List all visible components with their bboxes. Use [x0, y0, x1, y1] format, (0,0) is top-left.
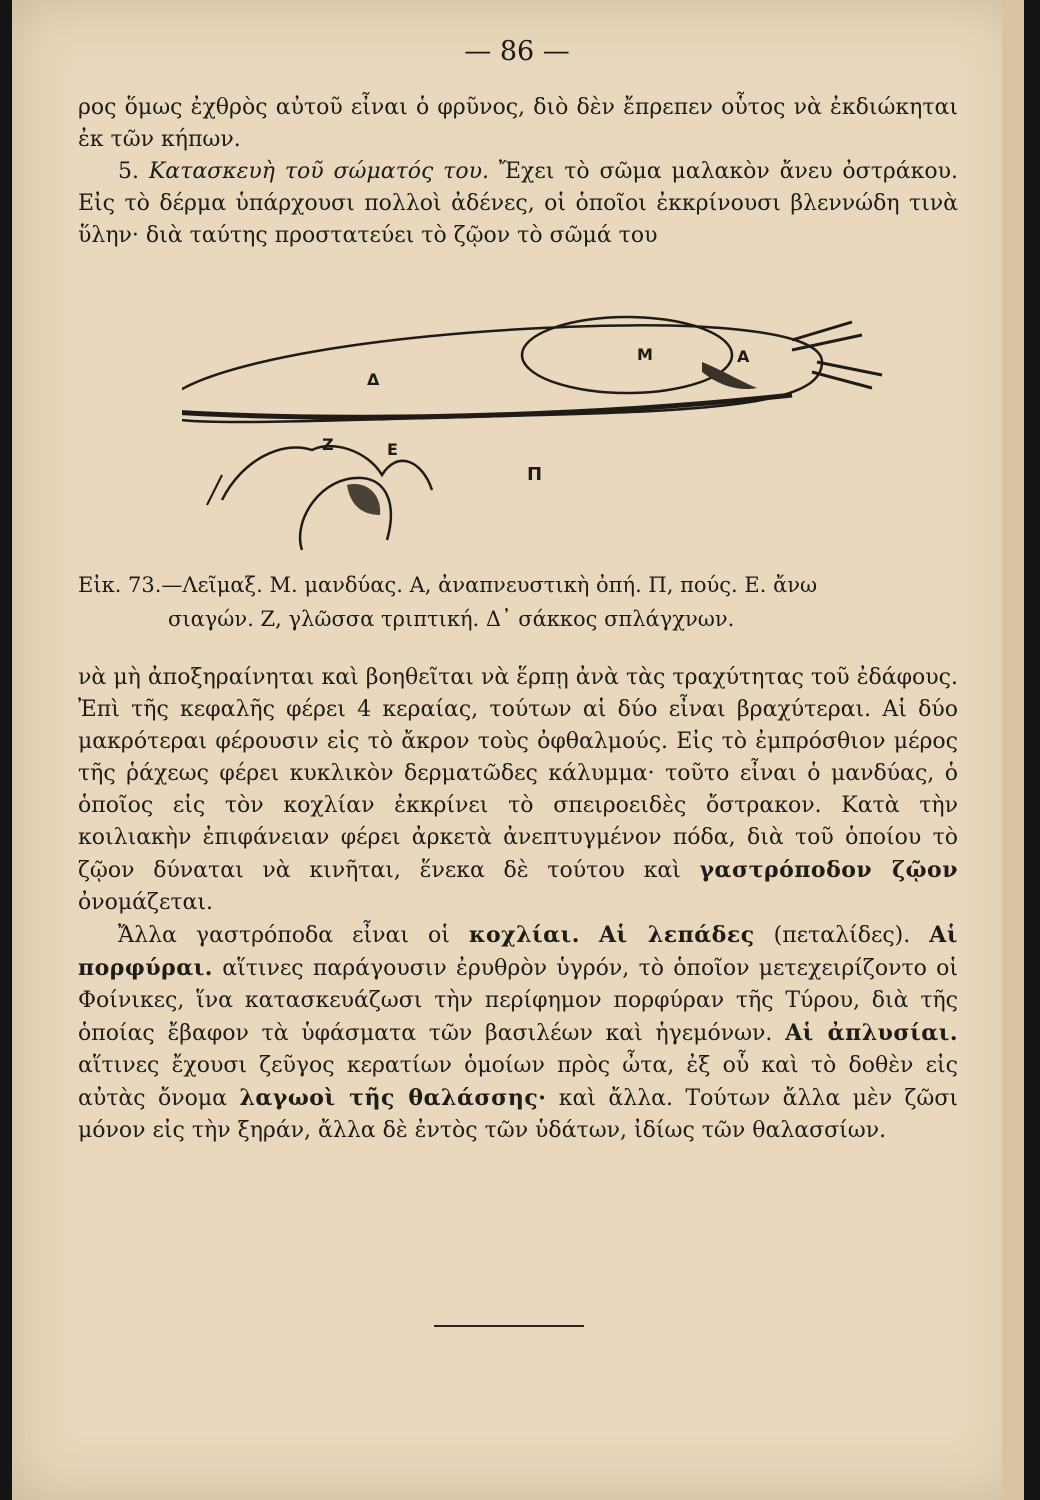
body-text-1-end: ὀνομάζεται. — [78, 890, 213, 915]
label-delta: Δ — [367, 370, 380, 389]
label-mu: Μ — [637, 345, 653, 364]
section-title: Κατασκευὴ τοῦ σώματός του. — [148, 159, 489, 184]
body-text-2h: αἵτινες ἔχουσι ζεῦγος κερατίων ὁμοίων πρὸς ὦτα, ἐξ οὗ καὶ τὸ δοθὲν εἰς αὐτὰς ὄνομα — [78, 1053, 958, 1111]
paragraph-other-gastropods — [78, 919, 958, 1147]
term-gastropod: γαστρόποδον ζῷον — [699, 857, 958, 883]
page-edge — [1002, 0, 1024, 1500]
caption-line-2: σιαγών. Ζ, γλῶσσα τριπτική. Δ᾽ σάκκος σπλάγχνων. — [168, 607, 735, 631]
body-text-2a: Ἄλλα γαστρόποδα εἶναι οἱ — [118, 923, 450, 948]
book-page — [12, 0, 1022, 1500]
upper-tentacle — [792, 322, 862, 350]
body-text — [78, 662, 958, 1147]
figure-caption — [78, 568, 958, 636]
top-text — [78, 92, 958, 252]
body-text-2j: καὶ ἄλλα. Τούτων ἄλλα μὲν ζῶσι μόνον εἰς τὴν ξηράν, ἄλλα δὲ ἐντὸς τῶν ὑδάτων, ἰδίως τῶν θαλασσίων. — [78, 1086, 959, 1143]
term-limpets: Αἱ λεπάδες — [598, 922, 755, 948]
section-5-paragraph — [78, 156, 958, 252]
section-number: 5. — [118, 159, 139, 184]
label-epsilon: Ε — [387, 440, 398, 459]
paragraph-continuation: ρος ὅμως ἐχθρὸς αὐτοῦ εἶναι ὁ φρῦνος, διὸ δὲν ἔπρεπεν οὗτος νὰ ἐκδιώκηται ἐκ τῶν κήπων. — [78, 95, 958, 152]
mantle-shape — [522, 317, 732, 393]
body-text-2f: αἵτινες παράγουσιν ἐρυθρὸν ὑγρόν, τὸ ὁποῖον μετεχειρίζοντο οἱ Φοίνικες, ἵνα κατασκευάζωσι τὴν περίφημον πορφύραν τῆς Τύρου, διὰ τῆς ὁποίας ἔβαφον τὰ ὑφάσματα τῶν βασιλέων καὶ ἡγεμόνων. — [78, 956, 959, 1046]
breathing-hole-shape — [702, 362, 757, 389]
body-text-2d: (πεταλίδες). — [773, 923, 911, 948]
label-zeta: Ζ — [322, 435, 334, 454]
body-text-1: νὰ μὴ ἀποξηραίνηται καὶ βοηθεῖται νὰ ἕρπῃ ἀνὰ τὰς τραχύτητας τοῦ ἐδάφους. Ἐπὶ τῆς κεφαλῆς φέρει 4 κεραίας, τούτων αἱ δύο εἶναι βραχύτεραι. Αἱ δύο μακρότεραι φέρουσιν εἰς τὸ ἄκρον τοὺς ὀφθαλμούς. Εἰς τὸ ἐμπρόσθιον μέρος τῆς ῥάχεως φέρει κυκλικὸν δερματῶδες κάλυμμα· τοῦτο εἶναι ὁ μανδύας, ὁ ὁποῖος εἰς τὸν κοχλίαν ἐκκρίνει τὸ σπειροειδὲς ὄστρακον. Κατὰ τὴν κοιλιακὴν ἐπιφάνειαν φέρει ἀρκετὰ ἀνεπτυγμένον πόδα, διὰ τοῦ ὁποίου τὸ ζῷον δύναται νὰ κινῆται, ἕνεκα δὲ τούτου καὶ — [78, 665, 958, 883]
end-rule — [434, 1325, 584, 1327]
mouth-detail-outline — [222, 446, 432, 500]
term-aplysia: Αἱ ἀπλυσίαι. — [785, 1020, 959, 1046]
paragraph-slug-body — [78, 662, 958, 919]
term-snails: κοχλίαι. — [468, 922, 580, 948]
mouth-pointer-line — [207, 475, 222, 505]
term-sea-hares: λαγωοὶ τῆς θαλάσσης· — [239, 1085, 547, 1111]
term-murex: Αἱ πορφύραι. — [78, 922, 958, 981]
tongue-detail — [347, 484, 380, 515]
label-pi: Π — [527, 464, 543, 485]
page-number: — 86 — — [464, 36, 570, 67]
slug-foot-band — [182, 395, 792, 417]
slug-figure — [182, 300, 902, 560]
section-text: Ἔχει τὸ σῶμα μαλακὸν ἄνευ ὀστράκου. Εἰς τὸ δέρμα ὑπάρχουσι πολλοὶ ἀδένες, οἱ ὁποῖοι ἐκκρίνουσι βλεννώδη τινὰ ὕλην· διὰ ταύτης προστατεύει τὸ ζῷον τὸ σῶμά του — [78, 159, 959, 248]
label-alpha: Α — [737, 347, 750, 366]
caption-line-1: Εἰκ. 73.—Λεῖμαξ. Μ. μανδύας. Α, ἀναπνευστικὴ ὀπή. Π, πούς. Ε. ἄνω — [78, 573, 818, 597]
